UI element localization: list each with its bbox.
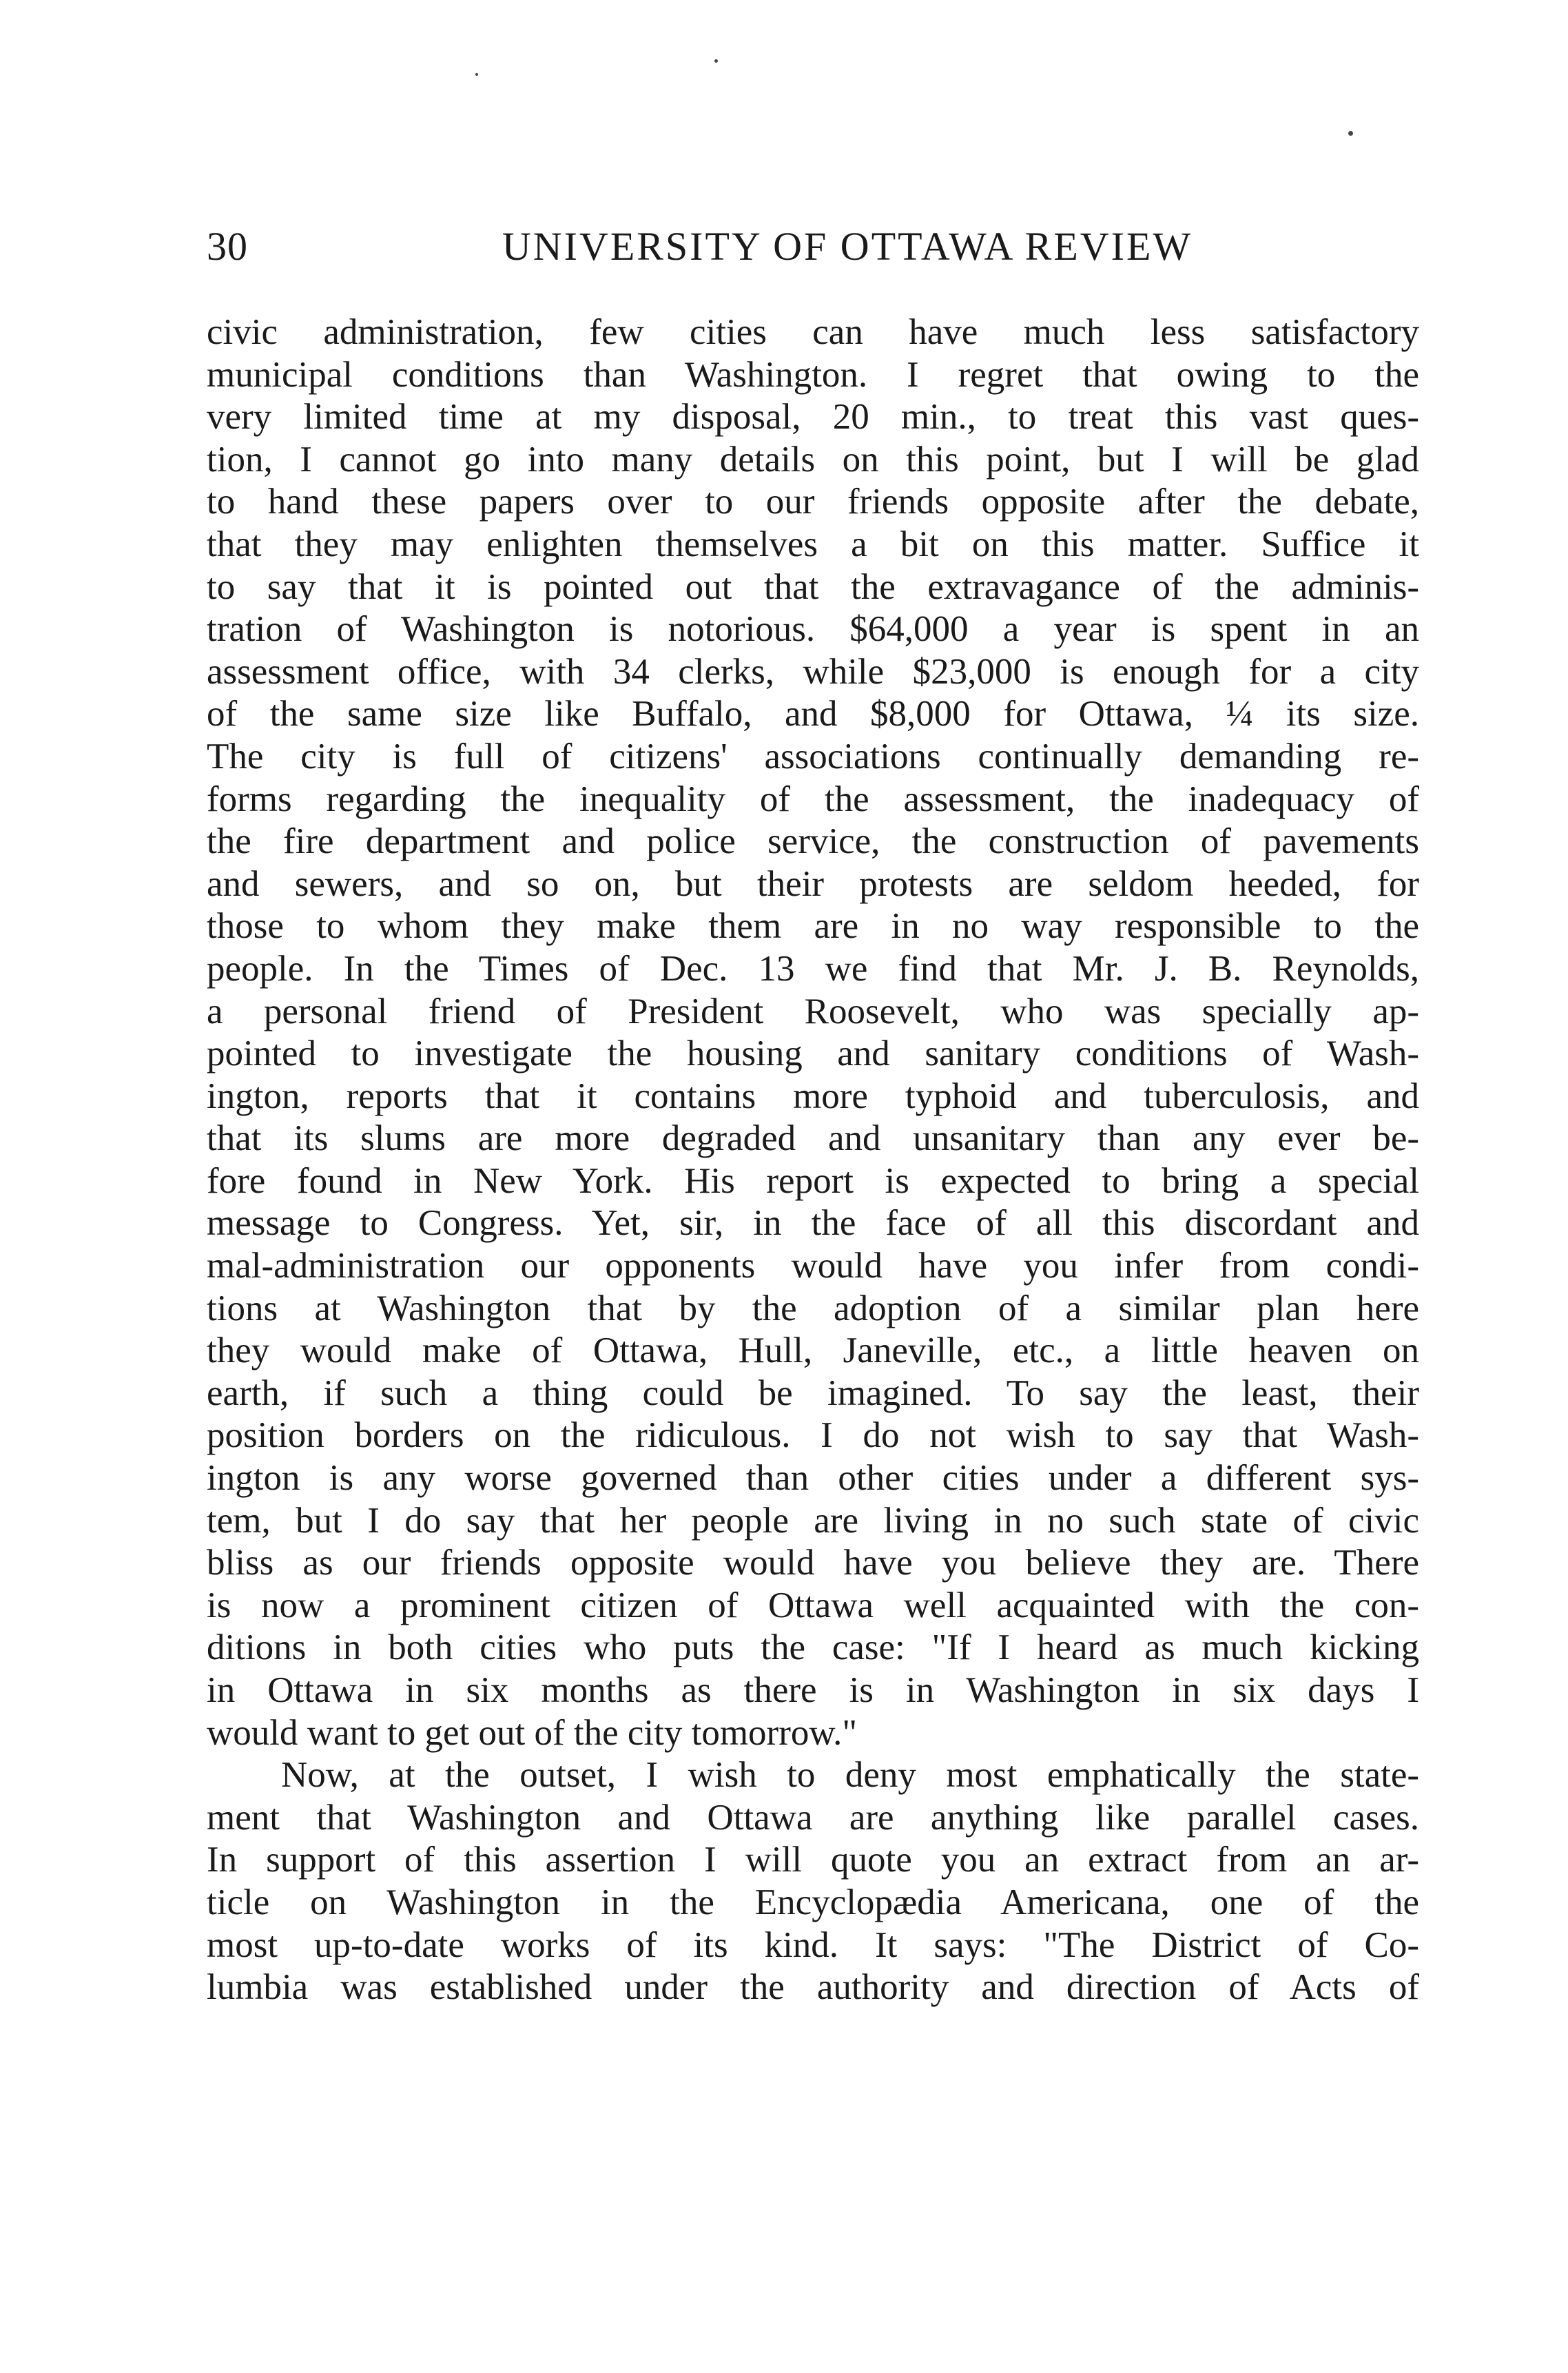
text-line: In support of this assertion I will quote you an extract from an ar- (207, 1840, 1419, 1880)
page-header (207, 219, 1419, 274)
text-line: mal-administration our opponents would have you infer from condi- (207, 1246, 1419, 1286)
text-line: in Ottawa in six months as there is in Washington in six days I (207, 1670, 1419, 1710)
text-line: tration of Washington is notorious. $64,000 a year is spent in an (207, 609, 1419, 650)
text-line: to hand these papers over to our friends opposite after the debate, (207, 482, 1419, 522)
article-body (207, 311, 1419, 2009)
text-line: ticle on Washington in the Encyclopædia Americana, one of the (207, 1882, 1419, 1922)
text-line: ment that Washington and Ottawa are anything like parallel cases. (207, 1797, 1419, 1838)
page-number: 30 (207, 224, 248, 269)
text-line: and sewers, and so on, but their protests are seldom heeded, for (207, 863, 1419, 904)
text-line: those to whom they make them are in no way responsible to the (207, 906, 1419, 947)
text-line: the fire department and police service, the construction of pavements (207, 821, 1419, 862)
text-line: The city is full of citizens' associations continually demanding re- (207, 736, 1419, 777)
text-line: they would make of Ottawa, Hull, Janeville, etc., a little heaven on (207, 1331, 1419, 1371)
text-line: very limited time at my disposal, 20 min., to treat this vast ques- (207, 397, 1419, 438)
text-line: ington is any worse governed than other cities under a different sys- (207, 1458, 1419, 1499)
text-line: tion, I cannot go into many details on this point, but I will be glad (207, 439, 1419, 480)
scan-speck (475, 73, 478, 76)
text-line: municipal conditions than Washington. I regret that owing to the (207, 354, 1419, 395)
text-line: of the same size like Buffalo, and $8,000 for Ottawa, ¼ its size. (207, 694, 1419, 734)
text-line: bliss as our friends opposite would have you believe they are. There (207, 1543, 1419, 1583)
text-line: a personal friend of President Roosevelt, who was specially ap- (207, 991, 1419, 1031)
text-line: position borders on the ridiculous. I do not wish to say that Wash- (207, 1415, 1419, 1456)
text-line: pointed to investigate the housing and sanitary conditions of Wash- (207, 1034, 1419, 1074)
text-line: to say that it is pointed out that the extravagance of the adminis- (207, 566, 1419, 607)
text-line: would want to get out of the city tomorrow." (207, 1712, 858, 1753)
text-line: assessment office, with 34 clerks, while $23,000 is enough for a city (207, 651, 1419, 692)
text-line: civic administration, few cities can have much less satisfactory (207, 312, 1419, 352)
text-line: tions at Washington that by the adoption of a similar plan here (207, 1288, 1419, 1328)
text-line: that its slums are more degraded and unsanitary than any ever be- (207, 1118, 1419, 1159)
running-head: UNIVERSITY OF OTTAWA REVIEW (502, 224, 1193, 269)
text-line: that they may enlighten themselves a bit on this matter. Suffice it (207, 524, 1419, 564)
text-line: ditions in both cities who puts the case: "If I heard as much kicking (207, 1627, 1419, 1668)
scan-speck (714, 59, 718, 63)
text-line: ington, reports that it contains more typhoid and tuberculosis, and (207, 1076, 1419, 1116)
scan-speck (1348, 131, 1353, 136)
text-line: message to Congress. Yet, sir, in the face of all this discordant and (207, 1203, 1419, 1244)
text-line: people. In the Times of Dec. 13 we find that Mr. J. B. Reynolds, (207, 948, 1419, 989)
text-line: most up-to-date works of its kind. It says: "The District of Co- (207, 1924, 1419, 1965)
paragraph-first-line: Now, at the outset, I wish to deny most emphatically the state- (281, 1755, 1419, 1796)
text-line: lumbia was established under the authority and direction of Acts of (207, 1967, 1419, 2008)
text-line: earth, if such a thing could be imagined. To say the least, their (207, 1373, 1419, 1413)
text-line: fore found in New York. His report is expected to bring a special (207, 1160, 1419, 1201)
text-line: forms regarding the inequality of the assessment, the inadequacy of (207, 779, 1419, 819)
text-line: is now a prominent citizen of Ottawa well acquainted with the con- (207, 1585, 1419, 1625)
text-line: tem, but I do say that her people are living in no such state of civic (207, 1500, 1419, 1541)
